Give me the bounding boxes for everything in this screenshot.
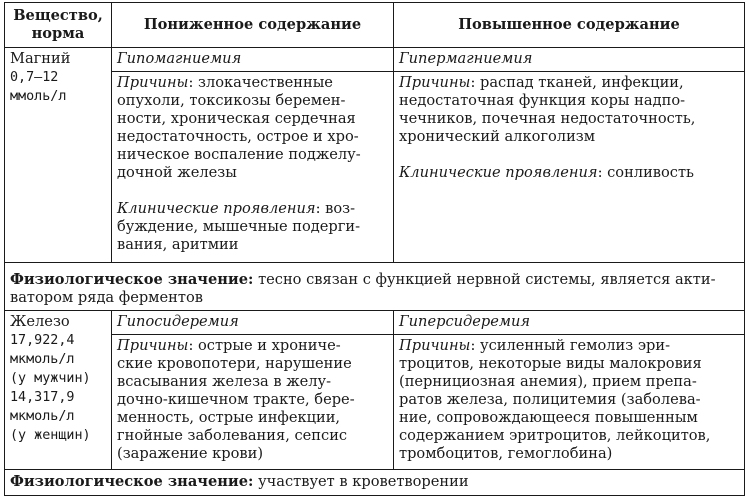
clinic-label: Клинические проявления bbox=[399, 164, 598, 182]
header-low: Пониженное содержание bbox=[112, 3, 394, 48]
table-row bbox=[5, 72, 745, 263]
substance-norm: 0,7–12 ммоль/л bbox=[10, 69, 67, 104]
table-row bbox=[5, 469, 745, 495]
high-details-magnesium: Причины: распад тканей, инфекции, недостаточная функция коры надпо- чечников, почечная недостаточность, хронический алкоголизм Клинические проявления: сонливость bbox=[394, 72, 745, 263]
physiology-text: тесно связан с функцией нервной системы, является акти- ватором ряда ферментов bbox=[10, 271, 716, 307]
high-title-iron: Гиперсидеремия bbox=[394, 310, 745, 334]
header-high: Повышенное содержание bbox=[394, 3, 745, 48]
header-row bbox=[5, 3, 745, 48]
causes-label: Причины bbox=[117, 74, 189, 92]
table-row bbox=[5, 310, 745, 334]
substance-name: Железо bbox=[10, 312, 70, 330]
substance-name: Магний bbox=[10, 49, 71, 67]
causes-text: острые и хрониче- ские кровопотери, нарушение всасывания железа в желу- дочно-кишечном тракте, бере- менность, острые инфекции, гнойные заболевания, сепсис (заражение крови) bbox=[117, 337, 355, 463]
causes-text: злокачественные опухоли, токсикозы беремен- ности, хроническая сердечная недостаточность, острое и хро- ническое воспаление поджелу- дочной железы bbox=[117, 74, 361, 182]
substance-cell-iron bbox=[5, 310, 112, 469]
physiology-magnesium bbox=[5, 263, 745, 311]
low-details-magnesium: Причины: злокачественные опухоли, токсикозы беремен- ности, хроническая сердечная недостаточность, острое и хро- ническое воспаление поджелу- дочной железы Клинические проявления: воз- буждение, мышечные подерги- вания, аритмии bbox=[112, 72, 394, 263]
physiology-text: участвует в кроветворении bbox=[258, 473, 469, 491]
substance-norm: 17,922,4 мкмоль/л (у мужчин) 14,317,9 мкмоль/л (у женщин) bbox=[10, 332, 91, 443]
table-row bbox=[5, 263, 745, 311]
low-details-iron: Причины: острые и хрониче- ские кровопотери, нарушение всасывания железа в желу- дочно-кишечном тракте, бере- менность, острые инфекции, гнойные заболевания, сепсис (заражение крови) bbox=[112, 335, 394, 469]
causes-text: усиленный гемолиз эри- троцитов, некоторые виды малокровия (пернициозная анемия), прием препа- ратов железа, полицитемия (заболева- ние, сопровождающееся повышенным содержанием эритроцитов, лейкоцитов, тромбоцитов, гемоглобина) bbox=[399, 337, 711, 463]
causes-label: Причины bbox=[399, 337, 471, 355]
low-title-iron: Гипосидеремия bbox=[112, 310, 394, 334]
electrolyte-table bbox=[4, 2, 745, 496]
clinic-label: Клинические проявления bbox=[117, 200, 316, 218]
high-title-magnesium: Гипермагниемия bbox=[394, 47, 745, 71]
causes-text: распад тканей, инфекции, недостаточная функция коры надпо- чечников, почечная недостаточность, хронический алкоголизм bbox=[399, 74, 696, 146]
header-substance: Вещество, норма bbox=[5, 3, 112, 48]
physiology-iron bbox=[5, 469, 745, 495]
table-row bbox=[5, 335, 745, 469]
high-details-iron: Причины: усиленный гемолиз эри- троцитов, некоторые виды малокровия (пернициозная анемия), прием препа- ратов железа, полицитемия (заболева- ние, сопровождающееся повышенным содержанием эритроцитов, лейкоцитов, тромбоцитов, гемоглобина) bbox=[394, 335, 745, 469]
table-row bbox=[5, 47, 745, 71]
physiology-label: Физиологическое значение: bbox=[10, 473, 254, 491]
causes-label: Причины bbox=[399, 74, 471, 92]
causes-label: Причины bbox=[117, 337, 189, 355]
low-title-magnesium: Гипомагниемия bbox=[112, 47, 394, 71]
substance-cell-magnesium bbox=[5, 47, 112, 262]
physiology-label: Физиологическое значение: bbox=[10, 271, 254, 289]
clinic-text: воз- буждение, мышечные подерги- вания, аритмии bbox=[117, 200, 361, 254]
clinic-text: сонливость bbox=[607, 164, 695, 182]
